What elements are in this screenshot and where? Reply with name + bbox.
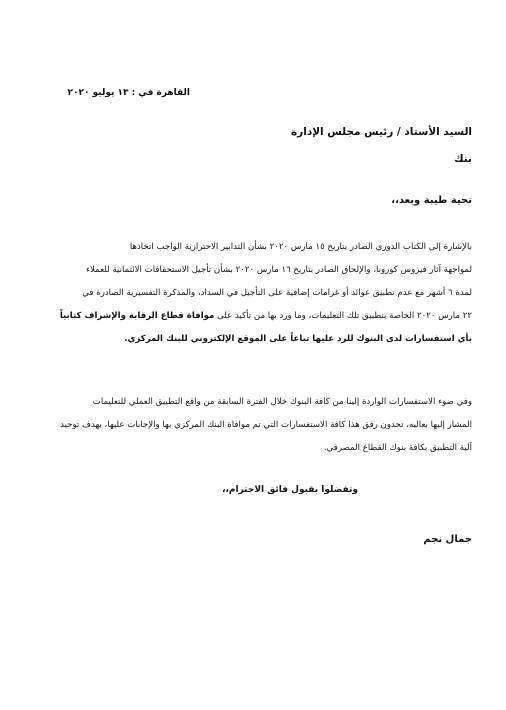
- paragraph-1-line-3: لمدة ٦ أشهر مع عدم تطبيق عوائد أو غرامات إضافية على التأجيل في السداد، والمذكرة التفسيرية الصادرة في: [82, 288, 472, 298]
- paragraph-1-line-2: لمواجهة آثار فيروس كورونا، والإلحاق الصادر بتاريخ ١٦ مارس ٢٠٢٠ بشأن تأجيل الاستحقاقات الائتمانية للعملاء: [85, 265, 472, 275]
- paragraph-1-line-4-emphasis: موافاة قطاع الرقابة والإشراف كتابياً: [59, 311, 215, 321]
- paragraph-2-line-2: المشار إليها بعاليه، تجدون رفق هذا كافة الاستفسارات التي تم موافاة البنك المركزي بها والإجابات عليها، بهدف توحيد: [60, 420, 472, 430]
- paragraph-2: [32, 391, 472, 460]
- closing-line: وتفضلوا بقبول فائق الاحترام،،: [222, 485, 358, 495]
- signer-name: جمال نجم: [423, 534, 472, 545]
- greeting: تحية طيبة وبعد،،: [391, 195, 472, 206]
- paragraph-1-line-1: بالإشارة إلى الكتاب الدوري الصادر بتاريخ ١٥ مارس ٢٠٢٠ بشأن التدابير الاحترازية الواجب اتخاذها: [129, 242, 472, 252]
- paragraph-1: [32, 236, 472, 351]
- paragraph-1-line-4: [32, 305, 472, 328]
- paragraph-2-line-3: آلية التطبيق بكافة بنوك القطاع المصرفي.: [323, 443, 472, 453]
- addressee-title: السيد الأستاذ / رئيس مجلس الإدارة: [290, 126, 472, 138]
- paragraph-2-line-1: وفي ضوء الاستفسارات الواردة إلينا من كافة البنوك خلال الفترة السابقة من واقع التطبيق العملي للتعليمات: [92, 397, 472, 407]
- letter-date: القاهرة في : ١٣ يوليو ٢٠٢٠: [67, 88, 190, 98]
- paragraph-1-line-5: بأي استفسارات لدى البنوك للرد عليها تباعاً على الموقع الإلكتروني للبنك المركزي.: [124, 334, 472, 344]
- addressee-bank: بنك: [453, 153, 472, 165]
- paragraph-1-line-4-text: ٢٢ مارس ٢٠٢٠ الخاصة بتطبيق تلك التعليمات، وما ورد بها من تأكيد على: [214, 311, 472, 321]
